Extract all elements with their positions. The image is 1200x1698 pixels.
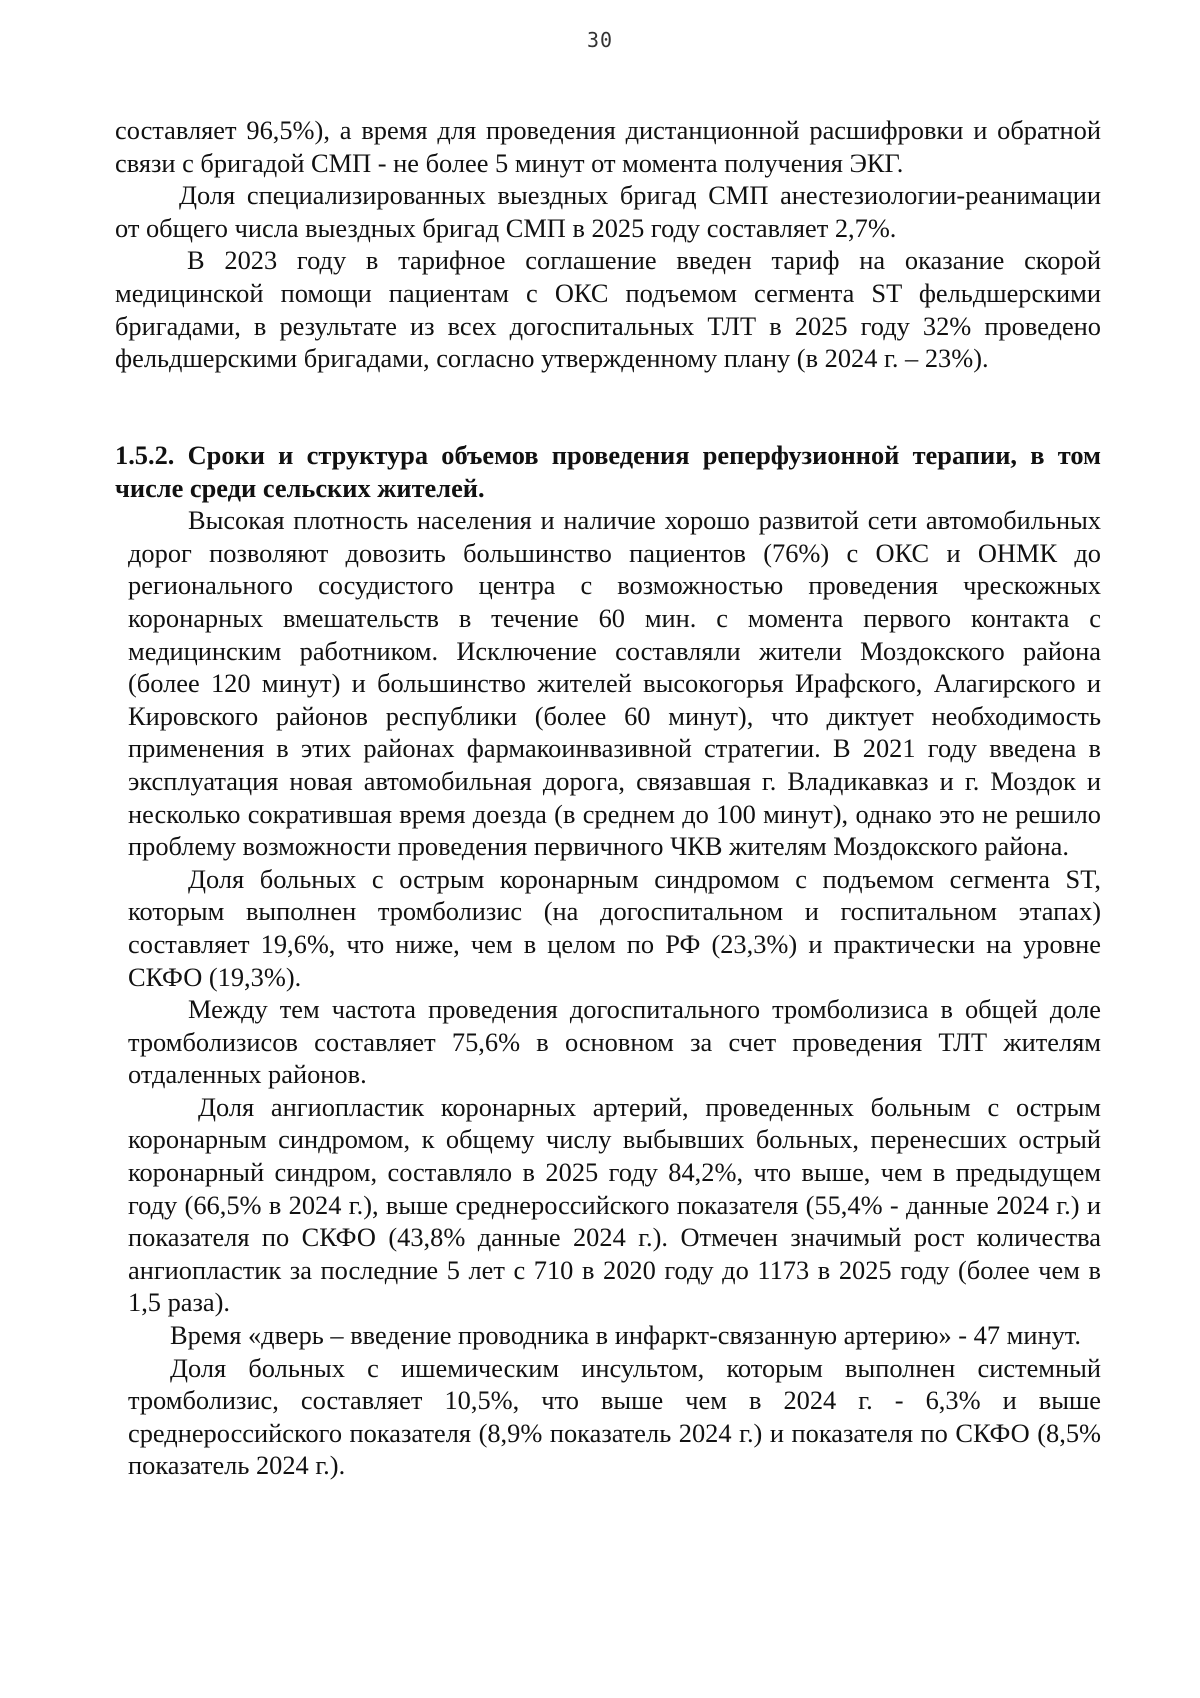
paragraph: Доля специализированных выездных бригад СМП анестезиологии-реанимации от общего числа выездных бригад СМП в 2025 году составляет 2,7%. (115, 180, 1101, 243)
paragraph: Между тем частота проведения догоспитального тромболизиса в общей доле тромболизисов составляет 75,6% в основном за счет проведения ТЛТ жителям отдаленных районов. (128, 994, 1101, 1090)
paragraph: Доля ангиопластик коронарных артерий, проведенных больным с острым коронарным синдромом, к общему числу выбывших больных, перенесших острый коронарный синдром, составляло в 2025 году 84,2%, что выше, чем в предыдущем году (66,5% в 2024 г.), выше среднероссийского показателя (55,4% - данные 2024 г.) и показателя по СКФО (43,8% данные 2024 г.). Отмечен значимый рост количества ангиопластик за последние 5 лет с 710 в 2020 году до 1173 в 2025 году (более чем в 1,5 раза). (128, 1091, 1101, 1318)
paragraph: Доля больных с ишемическим инсультом, которым выполнен системный тромболизис, составляет 10,5%, что выше чем в 2024 г. - 6,3% и выше среднероссийского показателя (8,9% показатель 2024 г.) и показателя по СКФО (8,5% показатель 2024 г.). (128, 1352, 1101, 1481)
paragraph: Доля больных с острым коронарным синдромом с подъемом сегмента ST, которым выполнен тромболизис (на догоспитальном и госпитальном этапах) составляет 19,6%, что ниже, чем в целом по РФ (23,3%) и практически на уровне СКФО (19,3%). (128, 863, 1101, 992)
paragraph: составляет 96,5%), а время для проведения дистанционной расшифровки и обратной связи с бригадой СМП - не более 5 минут от момента получения ЭКГ. (115, 115, 1101, 178)
section-heading: 1.5.2. Сроки и структура объемов проведения реперфузионной терапии, в том числе среди сельских жителей. (115, 440, 1101, 503)
paragraph: Высокая плотность населения и наличие хорошо развитой сети автомобильных дорог позволяют довозить большинство пациентов (76%) с ОКС и ОНМК до регионального сосудистого центра с возможностью проведения чрескожных коронарных вмешательств в течение 60 мин. с момента первого контакта с медицинским работником. Исключение составляли жители Моздокского района (более 120 минут) и большинство жителей высокогорья Ирафского, Алагирского и Кировского районов республики (более 60 минут), что диктует необходимость применения в этих районах фармакоинвазивной стратегии. В 2021 году введена в эксплуатация новая автомобильная дорога, связавшая г. Владикавказ и г. Моздок и несколько сократившая время доезда (в среднем до 100 минут), однако это не решило проблему возможности проведения первичного ЧКВ жителям Моздокского района. (128, 505, 1101, 862)
paragraph: Время «дверь – введение проводника в инфаркт-связанную артерию» - 47 минут. (170, 1320, 1081, 1351)
section-body (115, 504, 1101, 1319)
section-1-5-2 (115, 439, 1101, 1482)
intro-text (115, 114, 1101, 375)
paragraph: В 2023 году в тарифное соглашение введен тариф на оказание скорой медицинской помощи пациентам с ОКС подъемом сегмента ST фельдшерскими бригадами, в результате из всех догоспитальных ТЛТ в 2025 году 32% проведено фельдшерскими бригадами, согласно утвержденному плану (в 2024 г. – 23%). (115, 245, 1101, 374)
page-number: 30 (586, 28, 614, 52)
